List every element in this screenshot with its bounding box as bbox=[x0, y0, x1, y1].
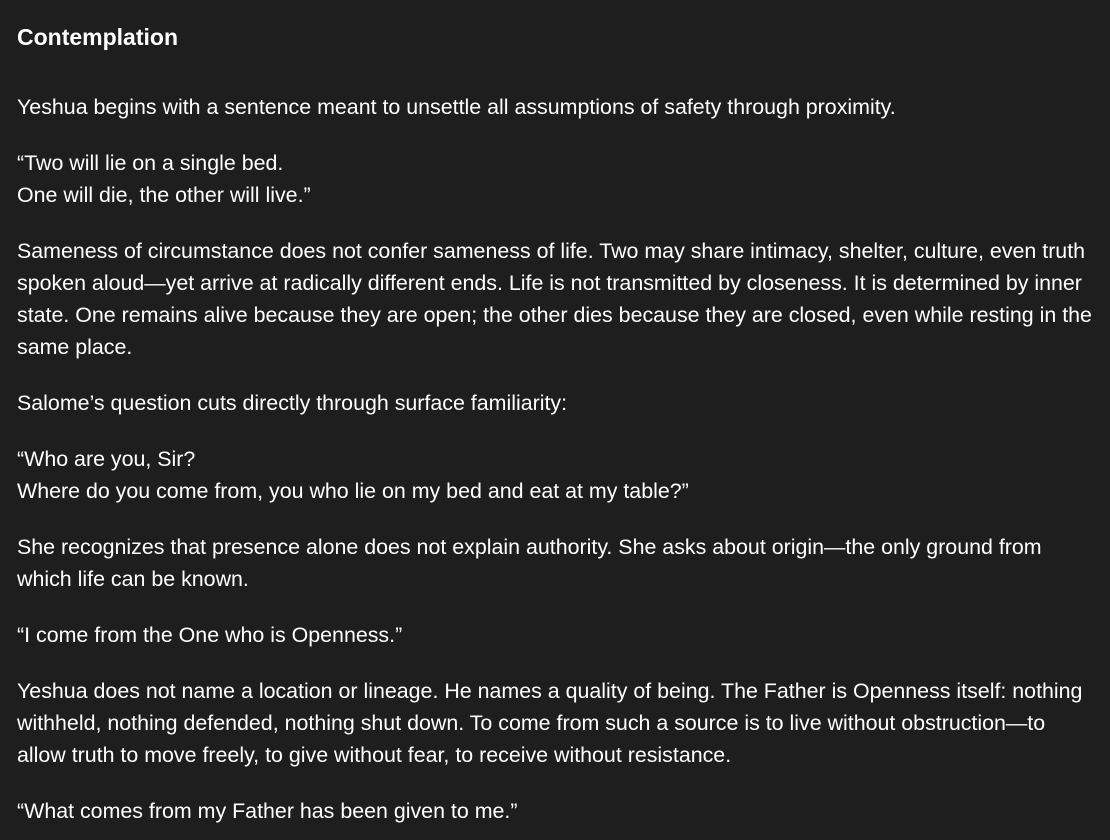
quote-two-on-bed: “Two will lie on a single bed. One will die, the other will live.” bbox=[17, 151, 311, 207]
paragraph-quality-of-being: Yeshua does not name a location or lineage. He names a quality of being. The Father is Openness itself: nothing withheld, nothing defended, nothing shut down. To come from such a source is to live without obstruction—to allow truth to move freely, to give without fear, to receive without resistance. bbox=[17, 679, 1083, 767]
paragraph-sameness: Sameness of circumstance does not confer sameness of life. Two may share intimacy, shelter, culture, even truth spoken aloud—yet arrive at radically different ends. Life is not transmitted by closeness. It is determined by inner state. One remains alive because they are open; the other dies because they are closed, even while resting in the same place. bbox=[17, 239, 1092, 359]
quote-who-are-you: “Who are you, Sir? Where do you come from, you who lie on my bed and eat at my table?” bbox=[17, 447, 689, 503]
paragraph-salome-question: Salome’s question cuts directly through surface familiarity: bbox=[17, 391, 568, 415]
quote-given-to-me: “What comes from my Father has been given to me.” bbox=[17, 799, 518, 823]
paragraph-origin: She recognizes that presence alone does not explain authority. She asks about origin—the only ground from which life can be known. bbox=[17, 535, 1042, 591]
section-heading: Contemplation bbox=[17, 24, 178, 50]
paragraph-intro: Yeshua begins with a sentence meant to unsettle all assumptions of safety through proximity. bbox=[17, 95, 896, 119]
quote-openness: “I come from the One who is Openness.” bbox=[17, 623, 403, 647]
